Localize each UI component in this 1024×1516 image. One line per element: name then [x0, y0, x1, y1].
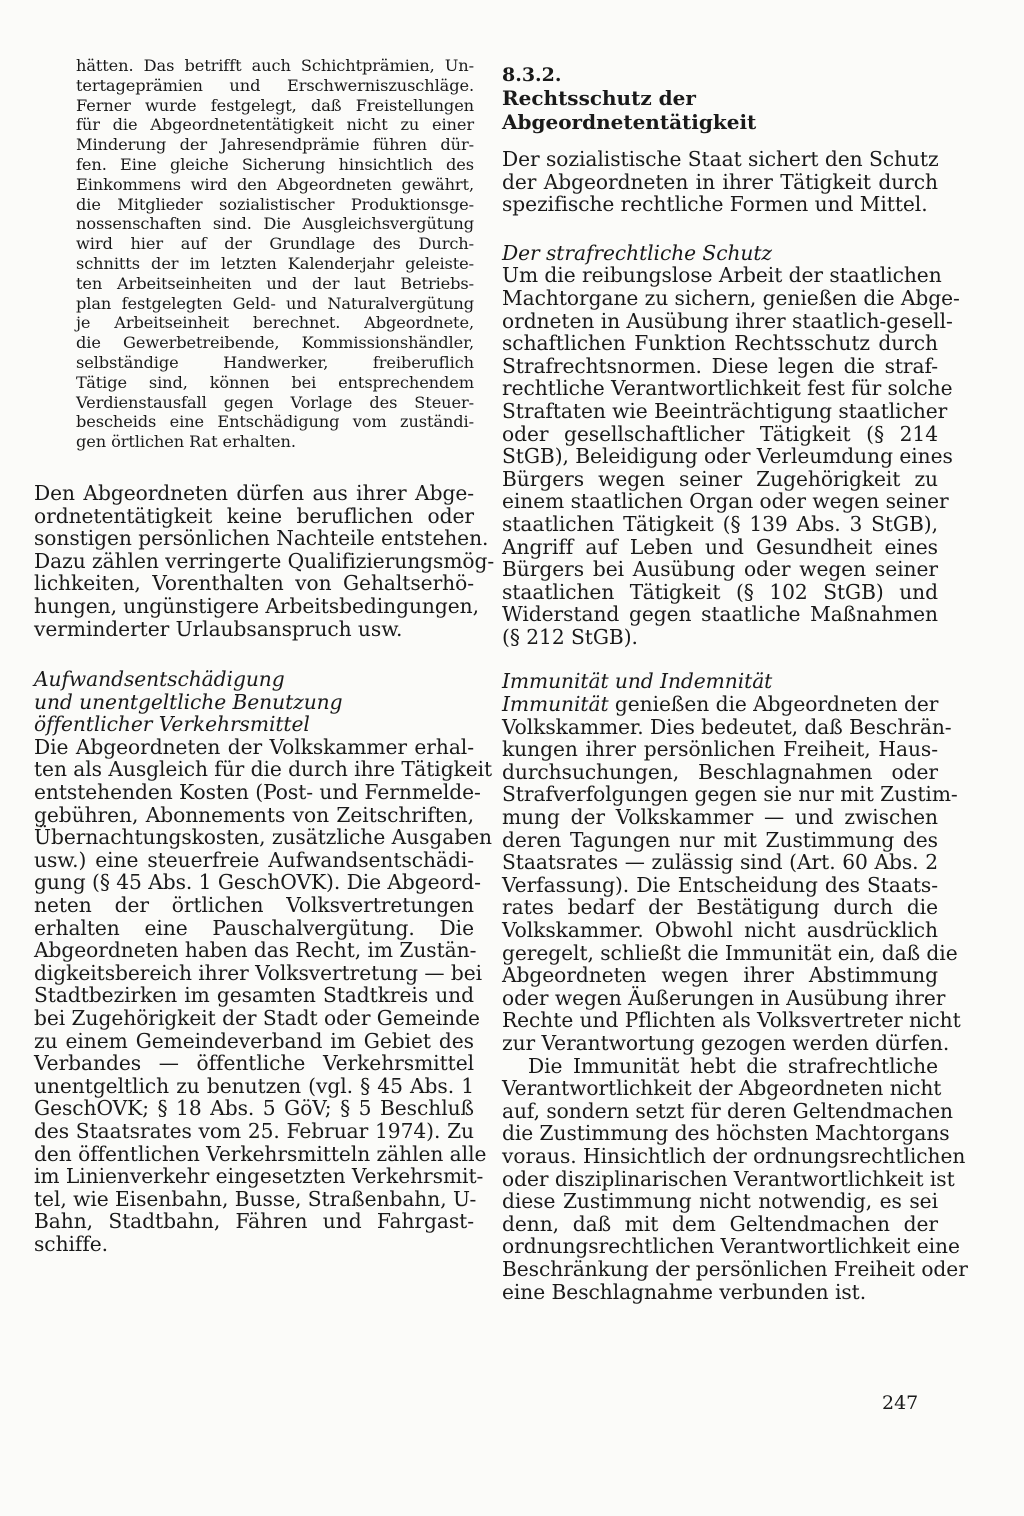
- text-line: zu einem Gemeindeverband im Gebiet des: [34, 1028, 474, 1053]
- text-line: Um die reibungslose Arbeit der staatlichen: [502, 263, 942, 288]
- text-line: hungen, ungünstigere Arbeitsbedingungen,: [34, 593, 479, 618]
- text-line: Einkommens wird den Abgeordneten gewährt,: [76, 174, 474, 194]
- text-line: Rechte und Pflichten als Volksvertreter nicht: [502, 1008, 961, 1033]
- text-line: sonstigen persönlichen Nachteile entstehen.: [34, 526, 489, 551]
- text-line: schiffe.: [34, 1231, 109, 1256]
- text-line: Die Abgeordneten der Volkskammer erhal-: [34, 734, 474, 759]
- text-line: wird hier auf der Grundlage des Durch-: [76, 234, 474, 254]
- text-line: oder wegen Äußerungen in Ausübung ihrer: [502, 985, 946, 1010]
- paragraph-allowance: [34, 734, 493, 1256]
- text-line: einem staatlichen Organ oder wegen seiner: [502, 489, 949, 514]
- paragraph-criminal-protection: [502, 263, 960, 649]
- paragraph-immunity: [502, 692, 961, 1055]
- text-line: durchsuchungen, Beschlagnahmen oder: [502, 759, 938, 784]
- text-fragment: genießen die Abgeordneten der: [614, 692, 939, 717]
- text-line: Verfassung). Die Entscheidung des Staats-: [502, 872, 938, 897]
- right-column: [502, 64, 968, 1304]
- text-line: und unentgeltliche Benutzung: [34, 689, 343, 714]
- text-line: ordnungsrechtlichen Verantwortlichkeit eine: [502, 1234, 960, 1259]
- text-line: gen örtlichen Rat erhalten.: [76, 432, 296, 452]
- text-line: ordneten in Ausübung ihrer staatlich-gesell-: [502, 308, 953, 333]
- text-line: Ferner wurde festgelegt, daß Freistellungen: [76, 95, 474, 115]
- text-line: Aufwandsentschädigung: [34, 667, 285, 692]
- text-line: auf, sondern setzt für deren Geltendmachen: [502, 1098, 953, 1123]
- text-line: schnitts der im letzten Kalenderjahr geleiste-: [76, 253, 474, 273]
- text-line: plan festgelegten Geld- und Naturalvergütung: [76, 293, 474, 313]
- text-line: gung (§ 45 Abs. 1 GeschOVK). Die Abgeord-: [34, 870, 481, 895]
- text-line: kungen ihrer persönlichen Freiheit, Haus-: [502, 737, 938, 762]
- text-line: Übernachtungskosten, zusätzliche Ausgaben: [34, 825, 493, 850]
- text-line: rechtliche Verantwortlichkeit fest für solche: [502, 376, 953, 401]
- text-line: Verdienstausfall gegen Vorlage des Steuer-: [76, 392, 474, 412]
- text-line: usw.) eine steuerfreie Aufwandsentschädi-: [34, 847, 474, 872]
- text-line: Volkskammer. Obwohl nicht ausdrücklich: [502, 918, 938, 942]
- text-line: Verantwortlichkeit der Abgeordneten nicht: [502, 1076, 942, 1101]
- text-line: voraus. Hinsichtlich der ordnungsrechtlichen: [502, 1143, 966, 1168]
- left-column: [34, 56, 495, 1256]
- text-line: Die Immunität hebt die strafrechtliche: [528, 1053, 938, 1078]
- text-line: den öffentlichen Verkehrsmitteln zählen alle: [34, 1141, 487, 1166]
- text-line: zur Verantwortung gezogen werden dürfen.: [502, 1030, 950, 1055]
- text-line: spezifische rechtliche Formen und Mittel.: [502, 192, 928, 217]
- text-line: für die Abgeordnetentätigkeit nicht zu einer: [76, 115, 474, 135]
- section-title: Rechtsschutz der Abgeordnetentätigkeit: [502, 86, 757, 134]
- text-line: Beschränkung der persönlichen Freiheit oder: [502, 1256, 968, 1281]
- text-line: oder disziplinarischen Verantwortlichkeit ist: [502, 1166, 955, 1191]
- text-line: Minderung der Jahresendprämie führen dür-: [76, 135, 474, 155]
- text-line: Der sozialistische Staat sichert den Schutz: [502, 147, 939, 171]
- paragraph-immunity-scope: [502, 1053, 968, 1304]
- text-line: staatlichen Tätigkeit (§ 139 Abs. 3 StGB),: [502, 511, 938, 536]
- text-line: im Linienverkehr eingesetzten Verkehrsmit-: [34, 1164, 484, 1189]
- text-line: StGB), Beleidigung oder Verleumdung eines: [502, 444, 953, 469]
- text-line: fen. Eine gleiche Sicherung hinsichtlich des: [76, 154, 474, 174]
- subheading-allowance: [34, 668, 474, 736]
- text-line: Stadtbezirken im gesamten Stadtkreis und: [34, 983, 474, 1008]
- text-line: nossenschaften sind. Die Ausgleichsvergütung: [76, 214, 474, 234]
- text-line: Tätige sind, können bei entsprechendem: [76, 372, 474, 392]
- text-line: hätten. Das betrifft auch Schichtprämien, Un-: [76, 56, 474, 75]
- page-number: 247: [882, 1392, 919, 1414]
- text-line: je Arbeitseinheit berechnet. Abgeordnete,: [76, 313, 474, 333]
- text-line: Angriff auf Leben und Gesundheit eines: [502, 534, 938, 559]
- text-line: (§ 212 StGB).: [502, 624, 638, 649]
- text-line: deren Tagungen nur mit Zustimmung des: [502, 827, 938, 852]
- section-number: 8.3.2.: [502, 64, 562, 86]
- text-line: ten als Ausgleich für die durch ihre Tätigkeit: [34, 757, 493, 782]
- text-line: ten Arbeitseinheiten und der laut Betriebs-: [76, 273, 474, 293]
- text-line: unentgeltlich zu benutzen (vgl. § 45 Abs. 1: [34, 1073, 474, 1098]
- text-line: Dazu zählen verringerte Qualifizierungsmög-: [34, 548, 495, 573]
- text-line: neten der örtlichen Volksvertretungen: [34, 893, 474, 918]
- text-line: tertageprämien und Erschwerniszuschläge.: [76, 75, 474, 95]
- text-line: schaftlichen Funktion Rechtsschutz durch: [502, 331, 938, 356]
- text-line: digkeitsbereich ihrer Volksvertretung — bei: [34, 960, 483, 985]
- text-line: staatlichen Tätigkeit (§ 102 StGB) und: [502, 579, 938, 604]
- text-line: Verbandes — öffentliche Verkehrsmittel: [34, 1051, 474, 1076]
- text-line: ordnetentätigkeit keine beruflichen oder: [34, 503, 474, 528]
- text-line: Abgeordneten haben das Recht, im Zustän-: [34, 938, 477, 963]
- text-line: die Gewerbetreibende, Kommissionshändler,: [76, 333, 474, 353]
- text-line: Den Abgeordneten dürfen aus ihrer Abge-: [34, 480, 474, 505]
- text-line: bescheids eine Entschädigung vom zuständi-: [76, 412, 474, 432]
- text-line: lichkeiten, Vorenthalten von Gehaltserhö-: [34, 571, 474, 596]
- text-line: Bürgers bei Ausübung oder wegen seiner: [502, 557, 938, 582]
- text-line: selbständige Handwerker, freiberuflich: [76, 352, 474, 372]
- text-line: die Zustimmung des höchsten Machtorgans: [502, 1121, 950, 1146]
- text-line: Abgeordneten wegen ihrer Abstimmung: [502, 963, 938, 988]
- text-line: Machtorgane zu sichern, genießen die Abge-: [502, 285, 960, 310]
- text-line: des Staatsrates vom 25. Februar 1974). Zu: [34, 1118, 474, 1143]
- text-line: entstehenden Kosten (Post- und Fernmelde-: [34, 780, 481, 805]
- text-line: Bahn, Stadtbahn, Fähren und Fahrgast-: [34, 1209, 474, 1234]
- text-line: diese Zustimmung nicht notwendig, es sei: [502, 1189, 938, 1214]
- text-line: bei Zugehörigkeit der Stadt oder Gemeinde: [34, 1006, 480, 1030]
- text-line: der Abgeordneten in ihrer Tätigkeit durch: [502, 169, 938, 194]
- text-line: Strafrechtsnormen. Diese legen die straf-: [502, 353, 938, 378]
- text-line: rates bedarf der Bestätigung durch die: [502, 895, 938, 920]
- text-line: Staatsrates — zulässig sind (Art. 60 Abs. 2: [502, 850, 938, 875]
- text-line: Straftaten wie Beeinträchtigung staatlicher: [502, 398, 948, 423]
- text-line: Strafverfolgungen gegen sie nur mit Zustim-: [502, 782, 958, 807]
- text-line: Bürgers wegen seiner Zugehörigkeit zu: [502, 466, 938, 491]
- text-line: [502, 693, 938, 716]
- text-line: Widerstand gegen staatliche Maßnahmen: [502, 602, 938, 627]
- text-line: öffentlicher Verkehrsmittel: [34, 712, 310, 737]
- text-line: GeschOVK; § 18 Abs. 5 GöV; § 5 Beschluß: [34, 1096, 474, 1121]
- text-line: geregelt, schließt die Immunität ein, daß die: [502, 940, 958, 965]
- text-line: Volkskammer. Dies bedeutet, daß Beschrän-: [502, 714, 952, 739]
- text-line: eine Beschlagnahme verbunden ist.: [502, 1279, 867, 1304]
- text-line: denn, daß mit dem Geltendmachen der: [502, 1211, 938, 1236]
- subheading-criminal-protection: Der strafrechtliche Schutz: [502, 240, 773, 265]
- paragraph-intro: [502, 148, 938, 216]
- text-line: oder gesellschaftlicher Tätigkeit (§ 214: [502, 421, 938, 446]
- text-line: verminderter Urlaubsanspruch usw.: [34, 616, 403, 641]
- text-line: erhalten eine Pauschalvergütung. Die: [34, 915, 474, 940]
- immunity-lead-word: Immunität: [502, 692, 609, 717]
- text-line: die Mitglieder sozialistischer Produktionsge-: [76, 194, 474, 214]
- text-line: mung der Volkskammer — und zwischen: [502, 805, 938, 830]
- small-paragraph: [34, 56, 474, 452]
- subheading-immunity: Immunität und Indemnität: [502, 669, 773, 694]
- text-line: tel, wie Eisenbahn, Busse, Straßenbahn, U-: [34, 1186, 477, 1211]
- paragraph-disadvantages: [34, 480, 495, 641]
- text-line: gebühren, Abonnements von Zeitschriften,: [34, 802, 474, 827]
